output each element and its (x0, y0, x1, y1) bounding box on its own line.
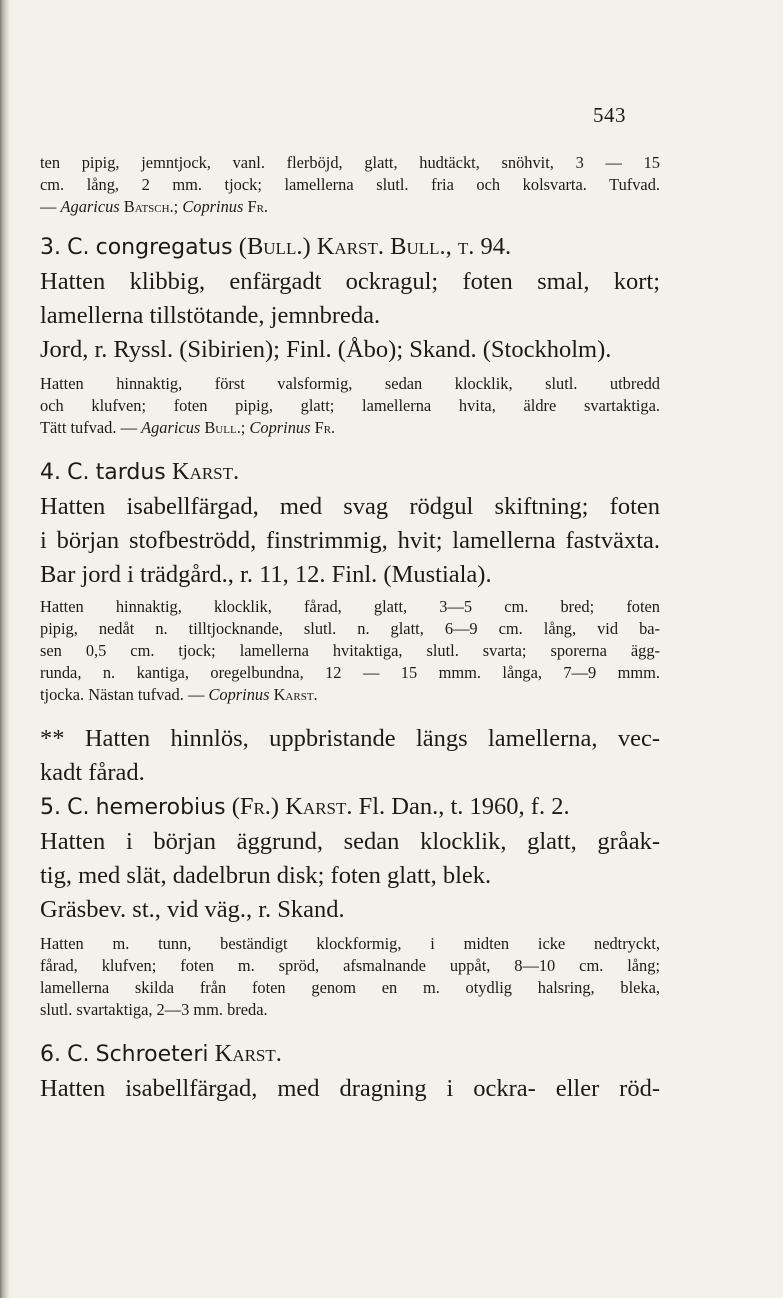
species-number: 4. (40, 460, 61, 485)
text-line: Hatten hinnaktig, först valsformig, sedan klocklik, slutl. utbredd (40, 374, 660, 393)
page-edge-shadow (0, 0, 10, 1298)
text-line: Hatten m. tunn, beständigt klockformig, i midten icke nedtryckt, (40, 934, 660, 953)
text-line: cm. lång, 2 mm. tjock; lamellerna slutl. fria och kolsvarta. Tufvad. (40, 175, 660, 194)
diagnosis-paragraph (40, 825, 660, 927)
synonym-authority: Bull. (204, 418, 241, 437)
species-heading (40, 1037, 660, 1072)
text-line: Hatten klibbig, enfärgadt ockragul; foten smal, kort; (40, 268, 660, 295)
species-number: 3. (40, 235, 61, 260)
synonym-authority: Batsch. (123, 197, 174, 216)
text-line: Hatten isabellfärgad, med svag rödgul skiftning; foten (40, 493, 660, 520)
text-line: Gräsbev. st., vid väg., r. Skand. (40, 896, 345, 923)
synonym-genus: Agaricus (60, 197, 120, 216)
text-line: i början stofbeströdd, finstrimmig, hvit; lamellerna fastväxta. (40, 527, 660, 554)
text-line: ** Hatten hinnlös, uppbristande längs lamellerna, vec- (40, 725, 660, 752)
species-reference: Fl. Dan., t. 1960, f. 2. (358, 793, 570, 820)
page-number: 543 (593, 103, 626, 127)
species-number: 6. (40, 1042, 61, 1067)
synonym-authority: Fr. (247, 197, 269, 216)
species-number: 5. (40, 795, 61, 820)
description-paragraph (40, 373, 660, 439)
genus-abbrev: C. (67, 460, 90, 485)
text-line: slutl. svartaktiga, 2—3 mm. breda. (40, 1000, 268, 1019)
species-authority: Karst. (171, 458, 240, 485)
species-name: hemerobius (95, 795, 226, 820)
text-line: Hatten isabellfärgad, med dragning i ockra- eller röd- (40, 1075, 660, 1102)
diagnosis-paragraph (40, 265, 660, 367)
species-authority: Karst. (214, 1040, 282, 1067)
text-line: Jord, r. Ryssl. (Sibirien); Finl. (Åbo); Skand. (Stockholm). (40, 336, 612, 363)
species-name: Schroeteri (95, 1042, 209, 1067)
section-heading-paragraph (40, 722, 660, 790)
text-line: runda, n. kantiga, oregelbundna, 12 — 15 mmm. långa, 7—9 mmm. (40, 663, 660, 682)
synonym-line: — Agaricus Batsch.; Coprinus Fr. (40, 197, 269, 216)
text-line: fårad, klufven; foten m. spröd, afsmalnande uppåt, 8—10 cm. lång; (40, 956, 660, 975)
synonym-genus: Coprinus (208, 685, 270, 704)
text-line: pipig, nedåt n. tilltjocknande, slutl. n. glatt, 6—9 cm. lång, vid ba- (40, 619, 660, 638)
synonym-genus: Coprinus (249, 418, 311, 437)
synonym-line: Tätt tufvad. — Agaricus Bull.; Coprinus Fr. (40, 418, 336, 437)
species-name: congregatus (95, 235, 233, 260)
species-heading (40, 790, 660, 825)
synonym-genus: Coprinus (182, 197, 244, 216)
species-authority: (Fr.) Karst. (231, 793, 353, 820)
synonym-authority: Karst. (273, 685, 318, 704)
genus-abbrev: C. (67, 235, 90, 260)
dash: — (40, 197, 57, 216)
synonym-line: tjocka. Nästan tufvad. — Coprinus Karst. (40, 685, 318, 704)
genus-abbrev: C. (67, 1042, 90, 1067)
text-line: kadt fårad. (40, 759, 145, 786)
species-heading (40, 455, 660, 490)
species-name: tardus (95, 460, 166, 485)
description-paragraph (40, 933, 660, 1021)
species-authority: (Bull.) Karst. (238, 233, 385, 260)
text-line: och klufven; foten pipig, glatt; lamellerna hvita, äldre svartaktiga. (40, 396, 660, 415)
text-line: lamellerna skilda från foten genom en m. otydlig halsring, bleka, (40, 978, 660, 997)
synonym-genus: Agaricus (141, 418, 201, 437)
text-line: Hatten i början äggrund, sedan klocklik, glatt, gråak- (40, 828, 660, 855)
description-paragraph (40, 152, 660, 218)
species-heading (40, 230, 660, 265)
genus-abbrev: C. (67, 795, 90, 820)
species-reference: Bull., t. 94. (390, 233, 512, 260)
text-line: sen 0,5 cm. tjock; lamellerna hvitaktiga, slutl. svarta; sporerna ägg- (40, 641, 660, 660)
diagnosis-paragraph (40, 490, 660, 592)
dash: — (120, 418, 137, 437)
diagnosis-paragraph (40, 1072, 660, 1106)
description-paragraph (40, 596, 660, 706)
text-line: lamellerna tillstötande, jemnbreda. (40, 302, 381, 329)
page-body (40, 152, 660, 1106)
text-line: ten pipig, jemntjock, vanl. flerböjd, glatt, hudtäckt, snöhvit, 3 — 15 (40, 153, 660, 172)
text-line: tig, med slät, dadelbrun disk; foten glatt, blek. (40, 862, 492, 889)
text-line: Hatten hinnaktig, klocklik, fårad, glatt, 3—5 cm. bred; foten (40, 597, 660, 616)
synonym-authority: Fr. (314, 418, 336, 437)
dash: — (187, 685, 205, 704)
text-line: Bar jord i trädgård., r. 11, 12. Finl. (Mustiala). (40, 561, 492, 588)
